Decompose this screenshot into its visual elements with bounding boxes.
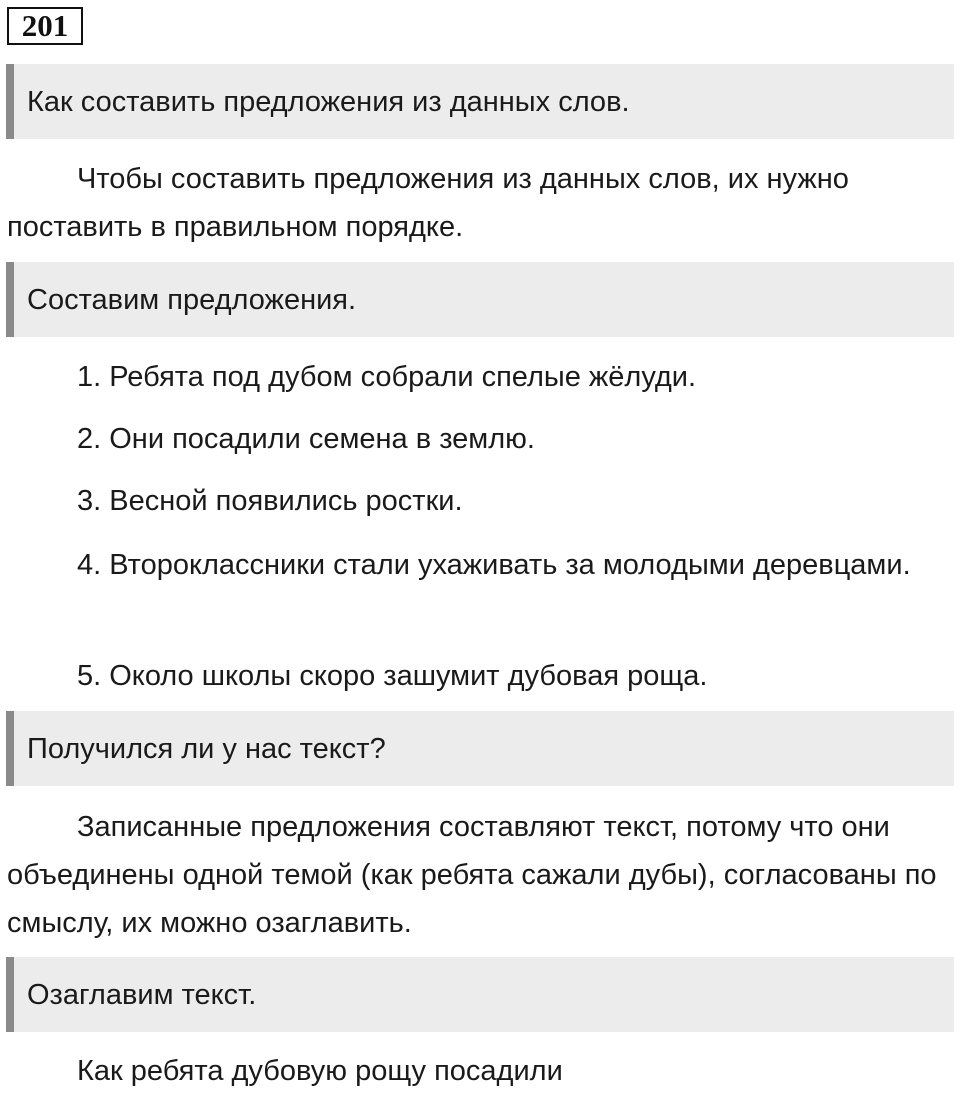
question-block-2	[6, 262, 954, 337]
answer-paragraph-3: Записанные предложения составляют текст, потому что они объединены одной темой (как ребята сажали дубы), согласованы по смыслу, их можно озаглавить.	[7, 811, 937, 939]
question-heading-3: Получился ли у нас текст?	[27, 732, 386, 765]
answer-paragraph-1: Чтобы составить предложения из данных слов, их нужно поставить в правильном порядке.	[7, 163, 849, 243]
question-heading-4: Озаглавим текст.	[27, 978, 257, 1011]
question-heading-2: Составим предложения.	[27, 283, 357, 316]
question-heading-1: Как составить предложения из данных слов.	[27, 85, 630, 118]
text-title-answer: Как ребята дубовую рощу посадили	[77, 1055, 563, 1087]
question-block-4	[6, 957, 954, 1032]
sentence-item-2: 2. Они посадили семена в землю.	[77, 423, 535, 455]
sentence-item-3: 3. Весной появились ростки.	[77, 485, 463, 517]
question-block-1	[6, 64, 954, 139]
sentence-item-1: 1. Ребята под дубом собрали спелые жёлуди.	[77, 361, 697, 393]
task-number-badge: 201	[7, 7, 83, 45]
question-block-3	[6, 711, 954, 786]
sentence-item-5: 5. Около школы скоро зашумит дубовая роща.	[77, 660, 708, 692]
sentence-item-4: 4. Второклассники стали ухаживать за молодыми деревцами.	[77, 549, 911, 581]
